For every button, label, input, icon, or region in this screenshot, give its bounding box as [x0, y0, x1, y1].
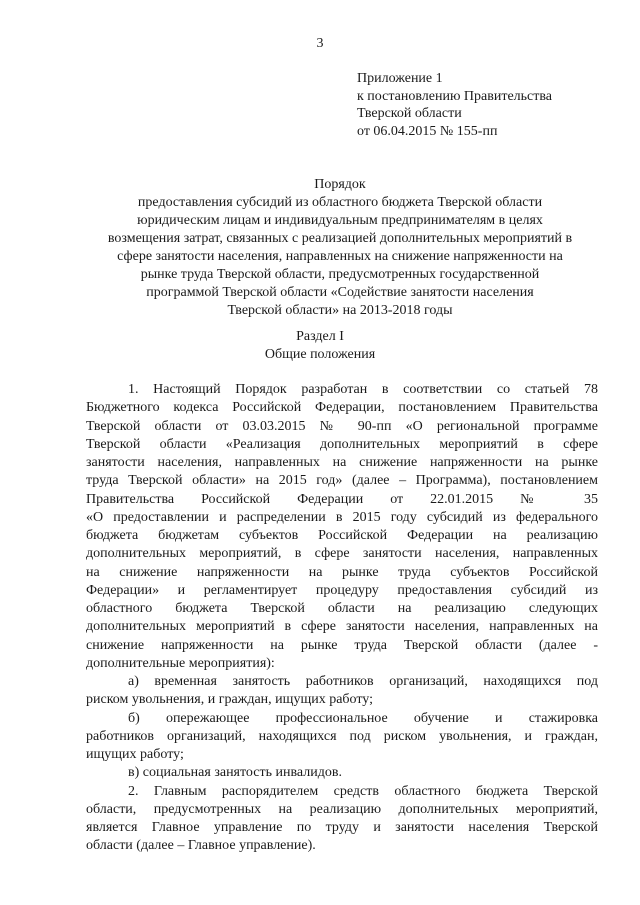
page-number: 3 [316, 36, 324, 51]
body-line: в) социальная занятость инвалидов. [128, 765, 342, 781]
body-line: является Главное управление по труду и занятости населения Тверской [86, 820, 598, 835]
body-line: риском увольнения, и граждан, ищущих работу; [86, 692, 374, 708]
title-line: юридическим лицам и индивидуальным предпринимателям в целях [137, 213, 543, 228]
body-line: 2. Главным распорядителем средств областного бюджета Тверской [128, 783, 598, 799]
body-line: на снижение напряженности на рынке труда субъектов Российской [86, 564, 598, 580]
body-line: «О предоставлении и распределении в 2015 году субсидий из федерального [86, 509, 598, 525]
document-title [60, 176, 620, 320]
section-heading [0, 328, 640, 364]
body-line: дополнительных мероприятий, в сфере занятости населения, направленных [86, 546, 598, 562]
title-line: программой Тверской области «Содействие занятости населения [146, 285, 534, 300]
body-line: Правительства Российской Федерации от 22.01.2015 № 35 [86, 491, 598, 507]
section-number: Раздел I [296, 329, 344, 344]
body-line: работников организаций, находящихся под риском увольнения, и граждан, [86, 728, 598, 744]
body-line: Тверской области «Реализация дополнительных мероприятий в сфере [86, 436, 598, 452]
title-line: Тверской области» на 2013-2018 годы [227, 303, 453, 318]
body-line: снижение напряженности на рынке труда Тверской области (далее - [86, 637, 598, 653]
body-line: области (далее – Главное управление). [86, 838, 316, 854]
body-line: труда Тверской области» на 2015 год» (далее – Программа), постановлением [86, 473, 598, 489]
body-line: дополнительные мероприятия): [86, 655, 275, 671]
body-line: области, предусмотренных на реализацию дополнительных мероприятий, [86, 801, 598, 817]
body-line: Бюджетного кодекса Российской Федерации, постановлением Правительства [86, 400, 598, 416]
body-line: Тверской области от 03.03.2015 № 90-пп «О региональной программе [86, 418, 598, 434]
title-heading: Порядок [314, 177, 366, 192]
appendix-line: от 06.04.2015 № 155-пп [357, 123, 498, 139]
body-line: ищущих работу; [86, 747, 184, 762]
section-name: Общие положения [264, 347, 376, 362]
body-line: занятости населения, направленных на снижение напряженности на рынке [86, 455, 598, 470]
body-line: б) опережающее профессиональное обучение и стажировка [128, 710, 598, 726]
appendix-line: Приложение 1 [357, 71, 443, 86]
appendix-block [357, 70, 552, 140]
title-line: возмещения затрат, связанных с реализацией дополнительных мероприятий в [107, 231, 573, 246]
appendix-line: к постановлению Правительства [357, 88, 553, 104]
body-line: дополнительных мероприятий в сфере занятости населения, направленных на [86, 619, 598, 635]
title-line: сфере занятости населения, направленных на снижение напряженности на [117, 249, 563, 264]
title-line: предоставления субсидий из областного бюджета Тверской области [137, 195, 543, 210]
body-line: областного бюджета Тверской области на реализацию следующих [86, 601, 598, 616]
body-line: бюджета бюджетам субъектов Российской Федерации на реализацию [86, 528, 598, 543]
body-line: а) временная занятость работников организаций, находящихся под [128, 674, 598, 689]
body-text [86, 381, 598, 856]
title-line: рынке труда Тверской области, предусмотренных государственной [140, 267, 540, 282]
body-line: 1. Настоящий Порядок разработан в соответствии со статьей 78 [128, 382, 598, 397]
body-line: Федерации» и регламентирует процедуру предоставления субсидий из [86, 582, 598, 598]
appendix-line: Тверской области [357, 106, 462, 121]
